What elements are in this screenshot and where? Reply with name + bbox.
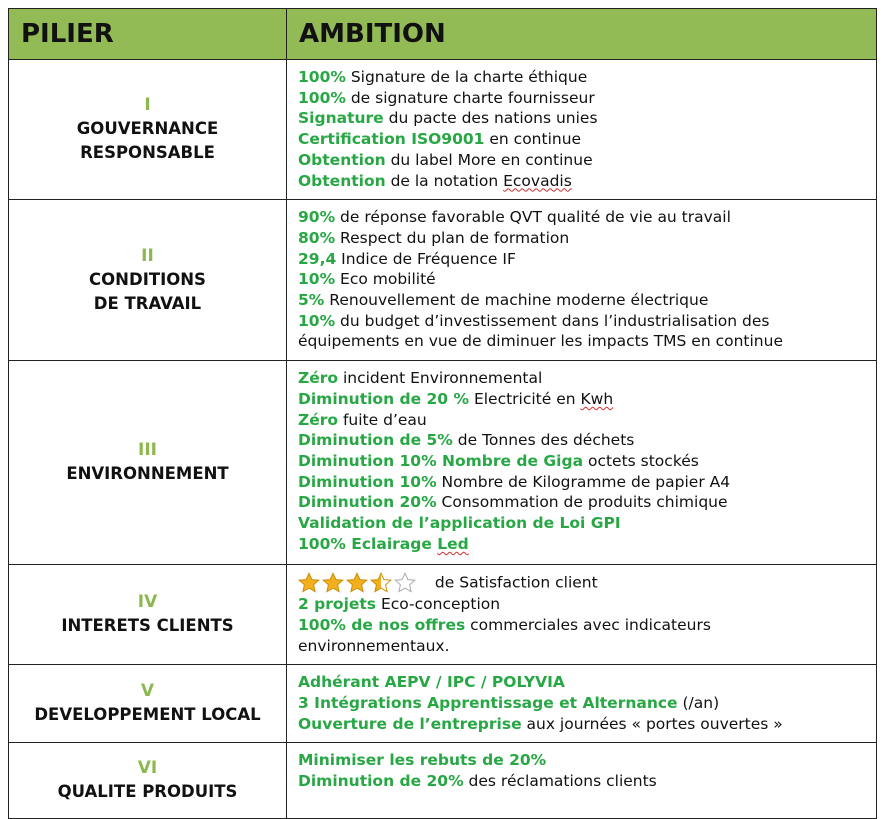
ambition-highlight: Led bbox=[437, 534, 469, 553]
pillar-cell bbox=[9, 60, 287, 200]
ambition-highlight: 100% Eclairage bbox=[298, 534, 438, 553]
pillar-name: QUALITE PRODUITS bbox=[57, 782, 238, 802]
ambition-line bbox=[298, 269, 870, 290]
table-row bbox=[9, 60, 877, 200]
ambition-text: de la notation bbox=[385, 171, 504, 190]
table-row bbox=[9, 743, 877, 819]
ambition-line bbox=[298, 410, 870, 431]
ambition-highlight: 10% bbox=[298, 311, 336, 330]
star-icon bbox=[298, 572, 320, 593]
table-row bbox=[9, 361, 877, 565]
ambition-highlight: Diminution de 20% bbox=[298, 772, 464, 791]
ambition-cell bbox=[287, 743, 877, 819]
ambition-highlight: 5% bbox=[298, 291, 325, 310]
pillar-cell bbox=[9, 743, 287, 819]
ambition-text: (/an) bbox=[677, 693, 720, 712]
ambition-line bbox=[298, 534, 870, 555]
ambition-text: des réclamations clients bbox=[463, 772, 657, 791]
ambition-highlight: Zéro bbox=[298, 410, 339, 429]
ambition-highlight: Diminution de 5% bbox=[298, 431, 453, 450]
ambition-text: de Tonnes des déchets bbox=[452, 431, 635, 450]
ambition-line bbox=[298, 714, 870, 735]
ambition-text: aux journées « portes ouvertes » bbox=[521, 714, 783, 733]
ambition-line bbox=[298, 129, 870, 150]
ambition-highlight: 29,4 bbox=[298, 249, 337, 268]
pillar-number: VI bbox=[137, 758, 158, 779]
star-icon bbox=[370, 572, 392, 593]
ambition-highlight: 80% bbox=[298, 228, 336, 247]
ambition-text: Respect du plan de formation bbox=[335, 228, 570, 247]
ambition-text: Eco-conception bbox=[376, 595, 501, 614]
ambition-text: Electricité en bbox=[469, 389, 581, 408]
ambition-highlight: 100% bbox=[298, 68, 346, 86]
ambition-line bbox=[298, 615, 870, 636]
ambition-line bbox=[298, 513, 870, 534]
header-row bbox=[9, 9, 877, 60]
ambition-highlight: Certification ISO9001 bbox=[298, 130, 485, 149]
ambition-text: commerciales avec indicateurs bbox=[465, 615, 711, 634]
ambition-line bbox=[298, 150, 870, 171]
ambition-highlight: Obtention bbox=[298, 171, 386, 190]
pillar-number: V bbox=[140, 681, 155, 702]
ambition-line bbox=[298, 249, 870, 270]
ambition-highlight: Validation de l’application de Loi GPI bbox=[298, 514, 621, 533]
pillar-cell bbox=[9, 665, 287, 743]
pillar-number: III bbox=[138, 440, 157, 461]
ambition-line bbox=[298, 290, 870, 311]
pillar-cell bbox=[9, 565, 287, 665]
ambition-line bbox=[298, 672, 870, 693]
ambition-line bbox=[298, 594, 870, 615]
pillar-ambition-table bbox=[8, 8, 877, 819]
ambition-highlight: Minimiser les rebuts de 20% bbox=[298, 751, 547, 770]
ambition-cell bbox=[287, 665, 877, 743]
ambition-highlight: 2 projets bbox=[298, 595, 377, 614]
ambition-text: Nombre de Kilogramme de papier A4 bbox=[436, 472, 731, 491]
header-pillar: PILIER bbox=[9, 9, 287, 60]
star-icon bbox=[346, 572, 368, 593]
ambition-line bbox=[298, 750, 870, 771]
ambition-line bbox=[298, 472, 870, 493]
table-row bbox=[9, 665, 877, 743]
pillar-name: ENVIRONNEMENT bbox=[66, 464, 229, 484]
ambition-highlight: 90% bbox=[298, 208, 336, 227]
ambition-line bbox=[298, 572, 870, 594]
ambition-text: Renouvellement de machine moderne électrique bbox=[324, 291, 709, 310]
ambition-highlight: 10% bbox=[298, 270, 336, 289]
pillar-cell bbox=[9, 361, 287, 565]
ambition-text: Indice de Fréquence IF bbox=[336, 249, 516, 268]
ambition-text: du pacte des nations unies bbox=[383, 109, 598, 128]
ambition-cell bbox=[287, 60, 877, 200]
ambition-highlight: Diminution 10% bbox=[298, 472, 437, 491]
ambition-text: Signature de la charte éthique bbox=[345, 68, 588, 86]
header-ambition: AMBITION bbox=[287, 9, 877, 60]
pillar-name: GOUVERNANCE RESPONSABLE bbox=[76, 119, 219, 163]
ambition-line bbox=[298, 492, 870, 513]
ambition-highlight: Diminution 10% Nombre de Giga bbox=[298, 451, 584, 470]
ambition-text: de Satisfaction client bbox=[430, 573, 598, 592]
ambition-text: Kwh bbox=[580, 389, 614, 408]
ambition-text: Ecovadis bbox=[503, 171, 572, 190]
ambition-line bbox=[298, 368, 870, 389]
pillar-name: DEVELOPPEMENT LOCAL bbox=[34, 705, 261, 725]
ambition-text: du budget d’investissement dans l’industrialisation des bbox=[335, 311, 770, 330]
ambition-text: en continue bbox=[484, 130, 582, 149]
satisfaction-rating bbox=[298, 572, 418, 594]
ambition-highlight: Ouverture de l’entreprise bbox=[298, 714, 522, 733]
ambition-text: équipements en vue de diminuer les impacts TMS en continue bbox=[298, 332, 783, 351]
ambition-line bbox=[298, 88, 870, 109]
pillar-name: INTERETS CLIENTS bbox=[61, 616, 234, 636]
ambition-cell bbox=[287, 361, 877, 565]
ambition-line bbox=[298, 311, 870, 332]
ambition-line bbox=[298, 67, 870, 88]
ambition-line bbox=[298, 389, 870, 410]
ambition-line bbox=[298, 331, 870, 352]
ambition-line bbox=[298, 693, 870, 714]
pillar-number: II bbox=[141, 245, 154, 266]
ambition-text: Eco mobilité bbox=[335, 270, 436, 289]
ambition-text: Consommation de produits chimique bbox=[436, 493, 728, 512]
ambition-line bbox=[298, 451, 870, 472]
ambition-cell bbox=[287, 565, 877, 665]
ambition-text: environnementaux. bbox=[298, 636, 450, 655]
ambition-text: fuite d’eau bbox=[338, 410, 427, 429]
ambition-highlight: Adhérant AEPV / IPC / POLYVIA bbox=[298, 673, 565, 692]
ambition-highlight: Signature bbox=[298, 109, 384, 128]
ambition-line bbox=[298, 207, 870, 228]
ambition-highlight: 100% de nos offres bbox=[298, 615, 466, 634]
star-icon bbox=[322, 572, 344, 593]
ambition-text: de réponse favorable QVT qualité de vie au travail bbox=[335, 208, 731, 227]
ambition-highlight: Zéro bbox=[298, 369, 339, 388]
table-row bbox=[9, 200, 877, 361]
ambition-line bbox=[298, 108, 870, 129]
ambition-text: de signature charte fournisseur bbox=[345, 88, 595, 107]
ambition-line bbox=[298, 771, 870, 792]
star-icon bbox=[394, 572, 416, 593]
pillar-number: I bbox=[144, 95, 151, 116]
ambition-text: du label More en continue bbox=[385, 150, 593, 169]
ambition-highlight: Obtention bbox=[298, 150, 386, 169]
ambition-highlight: 100% bbox=[298, 88, 346, 107]
ambition-highlight: Diminution 20% bbox=[298, 493, 437, 512]
ambition-text: octets stockés bbox=[583, 451, 699, 470]
ambition-line bbox=[298, 430, 870, 451]
ambition-line bbox=[298, 171, 870, 192]
ambition-highlight: Diminution de 20 % bbox=[298, 389, 470, 408]
pillar-cell bbox=[9, 200, 287, 361]
ambition-text: incident Environnemental bbox=[338, 369, 543, 388]
ambition-line bbox=[298, 228, 870, 249]
pillar-number: IV bbox=[137, 592, 158, 613]
ambition-line bbox=[298, 636, 870, 657]
pillar-name: CONDITIONS DE TRAVAIL bbox=[89, 269, 206, 313]
ambition-highlight: 3 Intégrations Apprentissage et Alternance bbox=[298, 693, 678, 712]
ambition-cell bbox=[287, 200, 877, 361]
table-row bbox=[9, 565, 877, 665]
